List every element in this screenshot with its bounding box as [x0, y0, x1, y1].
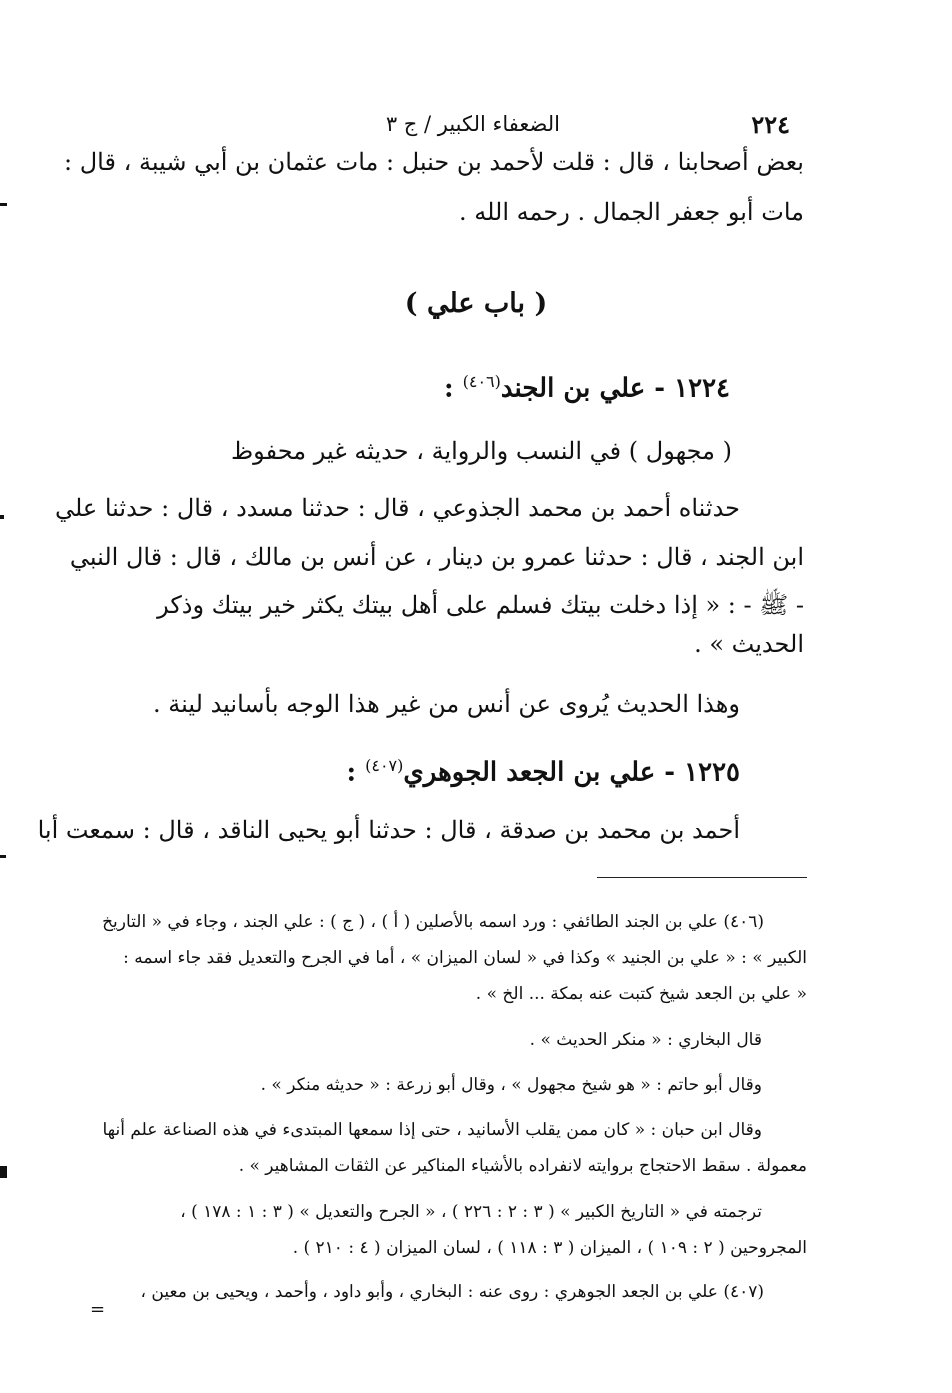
entry-status: ( مجهول ) في النسب والرواية ، حديثه غير محفوظ: [230, 437, 732, 465]
footnote-ref: (٤٠٦): [462, 372, 501, 391]
running-title: الضعفاء الكبير / ج ٣: [385, 112, 560, 136]
footnote-407: (٤٠٧) علي بن الجعد الجوهري : روى عنه : البخاري ، وأبو داود ، وأحمد ، ويحيى بن معين ،: [140, 1282, 764, 1302]
footnote-tarjama-line: ترجمته في « التاريخ الكبير » ( ٣ : ٢ : ٢٢٦ ) ، « الجرح والتعديل » ( ٣ : ١ : ١٧٨ ) ،: [180, 1202, 762, 1222]
entry-body-line: حدثناه أحمد بن محمد الجذوعي ، قال : حدثنا مسدد ، قال : حدثنا علي: [54, 494, 740, 522]
entry-body-line: ابن الجند ، قال : حدثنا عمرو بن دينار ، عن أنس بن مالك ، قال : قال النبي: [69, 543, 804, 571]
footnote-406-line: (٤٠٦) علي بن الجند الطائفي : ورد اسمه بالأصلين ( أ ) ، ( ج ) : علي الجند ، وجاء في « التاريخ: [102, 912, 764, 932]
footnote-bukhari: قال البخاري : « منكر الحديث » .: [529, 1030, 762, 1050]
entry-body-line: - ﷺ - : « إذا دخلت بيتك فسلم على أهل بيتك يكثر خير بيتك وذكر: [157, 591, 804, 619]
intro-line: مات أبو جعفر الجمال . رحمه الله .: [458, 198, 804, 226]
page-number: ٢٢٤: [751, 110, 790, 139]
footnote-abu-hatim: وقال أبو حاتم : « هو شيخ مجهول » ، وقال أبو زرعة : « حديثه منكر » .: [260, 1075, 762, 1095]
footnote-ibn-hibban-line: معمولة . سقط الاحتجاج بروايته لانفراده بالأشياء المناكير عن الثقات المشاهير » .: [238, 1156, 807, 1176]
footnote-ref: (٤٠٧): [365, 756, 404, 775]
scan-mark: [0, 203, 7, 206]
entry-title-suffix: :: [346, 757, 366, 788]
footnote-406-line: الكبير » : « علي بن الجنيد » وكذا في « لسان الميزان » ، أما في الجرح والتعديل فقد جاء اسمه :: [123, 948, 807, 968]
entry-title-text: ١٢٢٤ - علي بن الجند: [500, 373, 730, 404]
entry-title-suffix: :: [443, 373, 463, 404]
footnote-406-line: « علي بن الجعد شيخ كتبت عنه بمكة ... الخ » .: [475, 984, 807, 1004]
scan-mark: [0, 1166, 7, 1178]
chapter-heading: ( باب علي ): [404, 288, 548, 319]
entry-body-line: الحديث » .: [694, 630, 804, 658]
footnote-separator: [597, 877, 807, 878]
page-header: [330, 110, 790, 144]
intro-line: بعض أصحابنا ، قال : قلت لأحمد بن حنبل : مات عثمان بن أبي شيبة ، قال :: [64, 148, 804, 176]
scan-mark: [0, 515, 4, 519]
scan-mark: [0, 855, 6, 858]
footnote-ibn-hibban-line: وقال ابن حبان : « كان ممن يقلب الأسانيد ، حتى إذا سمعها المبتدىء في هذه الصناعة علم أنها: [102, 1120, 762, 1140]
entry-1224-title: [444, 372, 730, 404]
entry-remark: وهذا الحديث يُروى عن أنس من غير هذا الوجه بأسانيد لينة .: [153, 690, 740, 718]
entry-body-line: أحمد بن محمد بن صدقة ، قال : حدثنا أبو يحيى الناقد ، قال : سمعت أبا: [37, 816, 740, 844]
footnote-tarjama-line: المجروحين ( ٢ : ١٠٩ ) ، الميزان ( ٣ : ١١٨ ) ، لسان الميزان ( ٤ : ٢١٠ ) .: [292, 1238, 807, 1258]
entry-title-text: ١٢٢٥ - علي بن الجعد الجوهري: [403, 757, 740, 788]
entry-1225-title: [346, 756, 740, 788]
continuation-mark: =: [90, 1299, 106, 1320]
